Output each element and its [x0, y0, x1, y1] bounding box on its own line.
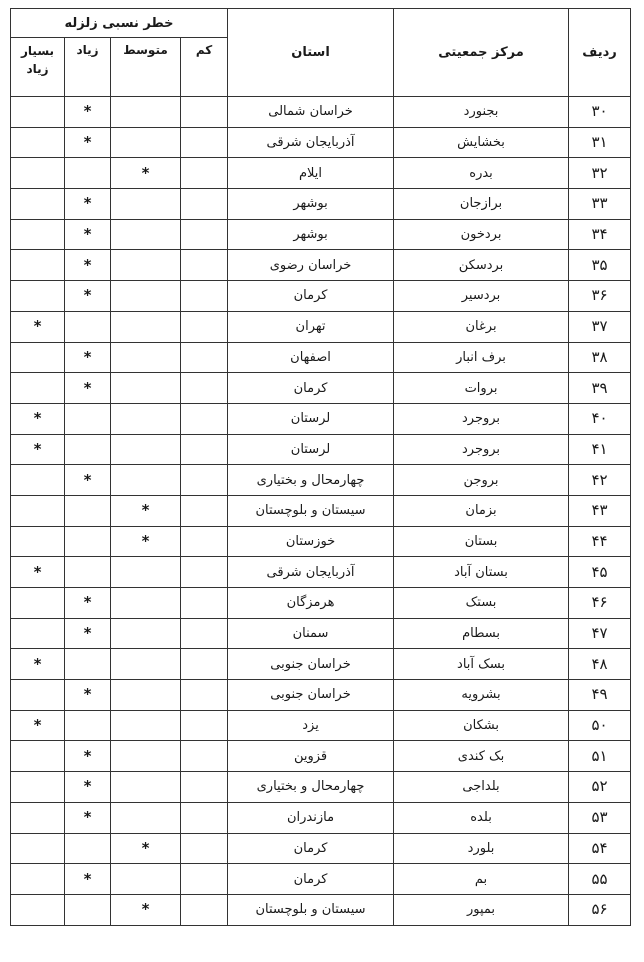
table-row: [11, 864, 631, 895]
risk-low-cell: [181, 710, 228, 741]
risk-very-high-cell: [11, 833, 65, 864]
province-cell: کرمان: [228, 373, 394, 404]
risk-medium-cell: [111, 588, 181, 619]
risk-very-high-cell: *: [11, 710, 65, 741]
table-row: [11, 189, 631, 220]
population-center-cell: بردخون: [394, 219, 569, 250]
header-row-number: ردیف: [569, 9, 631, 97]
risk-high-cell: [65, 833, 111, 864]
risk-low-cell: [181, 802, 228, 833]
row-number-cell: ۳۲: [569, 158, 631, 189]
risk-very-high-cell: [11, 342, 65, 373]
header-province: استان: [228, 9, 394, 97]
population-center-cell: برغان: [394, 311, 569, 342]
row-number-cell: ۴۶: [569, 588, 631, 619]
population-center-cell: بم: [394, 864, 569, 895]
risk-low-cell: [181, 97, 228, 128]
population-center-cell: بخشایش: [394, 127, 569, 158]
row-number-cell: ۵۳: [569, 802, 631, 833]
risk-medium-cell: [111, 219, 181, 250]
risk-medium-cell: [111, 342, 181, 373]
province-cell: چهارمحال و بختیاری: [228, 772, 394, 803]
risk-medium-cell: [111, 373, 181, 404]
row-number-cell: ۳۸: [569, 342, 631, 373]
risk-low-cell: [181, 465, 228, 496]
row-number-cell: ۴۷: [569, 618, 631, 649]
province-cell: خراسان جنوبی: [228, 649, 394, 680]
risk-high-cell: [65, 403, 111, 434]
province-cell: بوشهر: [228, 219, 394, 250]
table-header: [11, 9, 631, 97]
row-number-cell: ۳۷: [569, 311, 631, 342]
table-row: [11, 894, 631, 925]
risk-very-high-cell: *: [11, 649, 65, 680]
population-center-cell: بزمان: [394, 495, 569, 526]
risk-high-cell: *: [65, 250, 111, 281]
population-center-cell: بروجن: [394, 465, 569, 496]
risk-low-cell: [181, 158, 228, 189]
risk-low-cell: [181, 526, 228, 557]
population-center-cell: بلده: [394, 802, 569, 833]
risk-medium-cell: [111, 465, 181, 496]
risk-high-cell: [65, 158, 111, 189]
row-number-cell: ۳۵: [569, 250, 631, 281]
risk-high-cell: *: [65, 588, 111, 619]
risk-medium-cell: [111, 710, 181, 741]
table-row: [11, 373, 631, 404]
risk-very-high-cell: [11, 526, 65, 557]
risk-very-high-cell: *: [11, 403, 65, 434]
risk-low-cell: [181, 373, 228, 404]
table-row: [11, 342, 631, 373]
risk-very-high-cell: [11, 97, 65, 128]
risk-low-cell: [181, 342, 228, 373]
risk-high-cell: [65, 894, 111, 925]
table-row: [11, 649, 631, 680]
province-cell: خراسان رضوی: [228, 250, 394, 281]
risk-low-cell: [181, 495, 228, 526]
risk-medium-cell: [111, 127, 181, 158]
population-center-cell: بروجرد: [394, 403, 569, 434]
population-center-cell: برف انبار: [394, 342, 569, 373]
risk-low-cell: [181, 618, 228, 649]
risk-high-cell: *: [65, 864, 111, 895]
province-cell: چهارمحال و بختیاری: [228, 465, 394, 496]
table-row: [11, 710, 631, 741]
row-number-cell: ۴۵: [569, 557, 631, 588]
risk-high-cell: [65, 495, 111, 526]
population-center-cell: بسطام: [394, 618, 569, 649]
risk-very-high-cell: [11, 741, 65, 772]
province-cell: مازندران: [228, 802, 394, 833]
row-number-cell: ۵۶: [569, 894, 631, 925]
table-row: [11, 281, 631, 312]
risk-medium-cell: *: [111, 526, 181, 557]
province-cell: قزوین: [228, 741, 394, 772]
risk-very-high-cell: [11, 680, 65, 711]
province-cell: تهران: [228, 311, 394, 342]
province-cell: سیستان و بلوچستان: [228, 894, 394, 925]
row-number-cell: ۵۴: [569, 833, 631, 864]
row-number-cell: ۴۴: [569, 526, 631, 557]
province-cell: هرمزگان: [228, 588, 394, 619]
risk-high-cell: [65, 710, 111, 741]
risk-medium-cell: *: [111, 894, 181, 925]
risk-low-cell: [181, 403, 228, 434]
risk-medium-cell: [111, 97, 181, 128]
province-cell: لرستان: [228, 403, 394, 434]
header-risk-very-high: بسیار زیاد: [11, 38, 65, 97]
population-center-cell: برازجان: [394, 189, 569, 220]
table-row: [11, 741, 631, 772]
risk-low-cell: [181, 741, 228, 772]
table-row: [11, 680, 631, 711]
province-cell: سمنان: [228, 618, 394, 649]
risk-medium-cell: [111, 618, 181, 649]
risk-very-high-cell: *: [11, 434, 65, 465]
risk-very-high-cell: [11, 127, 65, 158]
risk-high-cell: [65, 311, 111, 342]
province-cell: بوشهر: [228, 189, 394, 220]
row-number-cell: ۵۵: [569, 864, 631, 895]
risk-high-cell: *: [65, 219, 111, 250]
risk-low-cell: [181, 649, 228, 680]
row-number-cell: ۳۱: [569, 127, 631, 158]
risk-low-cell: [181, 894, 228, 925]
risk-high-cell: *: [65, 741, 111, 772]
header-risk-group: خطر نسبی زلزله: [11, 9, 228, 38]
risk-high-cell: [65, 434, 111, 465]
row-number-cell: ۳۳: [569, 189, 631, 220]
table-row: [11, 465, 631, 496]
table-row: [11, 802, 631, 833]
risk-very-high-cell: [11, 373, 65, 404]
risk-very-high-cell: [11, 281, 65, 312]
table-row: [11, 772, 631, 803]
risk-high-cell: [65, 649, 111, 680]
risk-very-high-cell: [11, 802, 65, 833]
table-row: [11, 833, 631, 864]
risk-very-high-cell: [11, 158, 65, 189]
risk-medium-cell: [111, 557, 181, 588]
population-center-cell: بردسیر: [394, 281, 569, 312]
population-center-cell: بستان: [394, 526, 569, 557]
risk-medium-cell: *: [111, 158, 181, 189]
province-cell: خراسان شمالی: [228, 97, 394, 128]
row-number-cell: ۴۱: [569, 434, 631, 465]
risk-medium-cell: [111, 311, 181, 342]
population-center-cell: بشکان: [394, 710, 569, 741]
population-center-cell: بک کندی: [394, 741, 569, 772]
province-cell: کرمان: [228, 833, 394, 864]
table-row: [11, 434, 631, 465]
risk-high-cell: *: [65, 97, 111, 128]
province-cell: خراسان جنوبی: [228, 680, 394, 711]
risk-very-high-cell: *: [11, 557, 65, 588]
row-number-cell: ۴۲: [569, 465, 631, 496]
row-number-cell: ۳۴: [569, 219, 631, 250]
province-cell: آذربایجان شرقی: [228, 127, 394, 158]
risk-very-high-cell: [11, 465, 65, 496]
risk-medium-cell: [111, 281, 181, 312]
risk-low-cell: [181, 434, 228, 465]
risk-low-cell: [181, 680, 228, 711]
province-cell: اصفهان: [228, 342, 394, 373]
province-cell: کرمان: [228, 281, 394, 312]
table-row: [11, 526, 631, 557]
population-center-cell: بستان آباد: [394, 557, 569, 588]
table-row: [11, 219, 631, 250]
table-row: [11, 557, 631, 588]
risk-very-high-cell: [11, 618, 65, 649]
population-center-cell: بستک: [394, 588, 569, 619]
risk-low-cell: [181, 250, 228, 281]
row-number-cell: ۵۰: [569, 710, 631, 741]
risk-medium-cell: *: [111, 495, 181, 526]
risk-high-cell: *: [65, 281, 111, 312]
risk-very-high-cell: [11, 894, 65, 925]
risk-medium-cell: [111, 864, 181, 895]
table-row: [11, 127, 631, 158]
risk-low-cell: [181, 588, 228, 619]
population-center-cell: بشرویه: [394, 680, 569, 711]
province-cell: خوزستان: [228, 526, 394, 557]
risk-high-cell: *: [65, 189, 111, 220]
province-cell: سیستان و بلوچستان: [228, 495, 394, 526]
population-center-cell: بروجرد: [394, 434, 569, 465]
province-cell: یزد: [228, 710, 394, 741]
risk-medium-cell: [111, 250, 181, 281]
province-cell: آذربایجان شرقی: [228, 557, 394, 588]
row-number-cell: ۴۸: [569, 649, 631, 680]
risk-low-cell: [181, 281, 228, 312]
table-row: [11, 97, 631, 128]
risk-low-cell: [181, 772, 228, 803]
header-risk-medium: متوسط: [111, 38, 181, 97]
risk-high-cell: *: [65, 680, 111, 711]
risk-very-high-cell: [11, 250, 65, 281]
risk-medium-cell: [111, 403, 181, 434]
risk-high-cell: *: [65, 465, 111, 496]
population-center-cell: بلورد: [394, 833, 569, 864]
risk-high-cell: *: [65, 772, 111, 803]
risk-very-high-cell: [11, 772, 65, 803]
risk-low-cell: [181, 127, 228, 158]
risk-medium-cell: [111, 741, 181, 772]
risk-very-high-cell: [11, 495, 65, 526]
table-row: [11, 403, 631, 434]
row-number-cell: ۵۲: [569, 772, 631, 803]
table-body: [11, 97, 631, 926]
risk-very-high-cell: [11, 864, 65, 895]
population-center-cell: بدره: [394, 158, 569, 189]
header-population-center: مرکز جمعیتی: [394, 9, 569, 97]
risk-low-cell: [181, 311, 228, 342]
risk-medium-cell: [111, 680, 181, 711]
risk-medium-cell: [111, 802, 181, 833]
table-row: [11, 618, 631, 649]
risk-medium-cell: [111, 434, 181, 465]
risk-very-high-cell: [11, 588, 65, 619]
population-center-cell: بروات: [394, 373, 569, 404]
risk-very-high-cell: [11, 189, 65, 220]
province-cell: لرستان: [228, 434, 394, 465]
earthquake-risk-table-page: [10, 8, 630, 926]
table-row: [11, 495, 631, 526]
row-number-cell: ۳۶: [569, 281, 631, 312]
population-center-cell: بمپور: [394, 894, 569, 925]
risk-high-cell: *: [65, 618, 111, 649]
row-number-cell: ۳۹: [569, 373, 631, 404]
risk-very-high-cell: *: [11, 311, 65, 342]
table-row: [11, 250, 631, 281]
risk-high-cell: [65, 526, 111, 557]
risk-high-cell: *: [65, 373, 111, 404]
risk-low-cell: [181, 833, 228, 864]
risk-low-cell: [181, 219, 228, 250]
risk-medium-cell: [111, 189, 181, 220]
header-risk-low: کم: [181, 38, 228, 97]
risk-medium-cell: [111, 649, 181, 680]
province-cell: ایلام: [228, 158, 394, 189]
risk-low-cell: [181, 189, 228, 220]
table-row: [11, 158, 631, 189]
risk-low-cell: [181, 557, 228, 588]
risk-very-high-cell: [11, 219, 65, 250]
earthquake-risk-table: [10, 8, 631, 926]
row-number-cell: ۴۰: [569, 403, 631, 434]
table-row: [11, 311, 631, 342]
row-number-cell: ۵۱: [569, 741, 631, 772]
table-row: [11, 588, 631, 619]
row-number-cell: ۴۳: [569, 495, 631, 526]
risk-high-cell: *: [65, 342, 111, 373]
risk-high-cell: *: [65, 802, 111, 833]
risk-high-cell: *: [65, 127, 111, 158]
risk-high-cell: [65, 557, 111, 588]
row-number-cell: ۴۹: [569, 680, 631, 711]
province-cell: کرمان: [228, 864, 394, 895]
population-center-cell: بجنورد: [394, 97, 569, 128]
population-center-cell: بردسکن: [394, 250, 569, 281]
header-risk-high: زیاد: [65, 38, 111, 97]
population-center-cell: بسک آباد: [394, 649, 569, 680]
risk-low-cell: [181, 864, 228, 895]
risk-medium-cell: [111, 772, 181, 803]
risk-medium-cell: *: [111, 833, 181, 864]
row-number-cell: ۳۰: [569, 97, 631, 128]
population-center-cell: بلداجی: [394, 772, 569, 803]
